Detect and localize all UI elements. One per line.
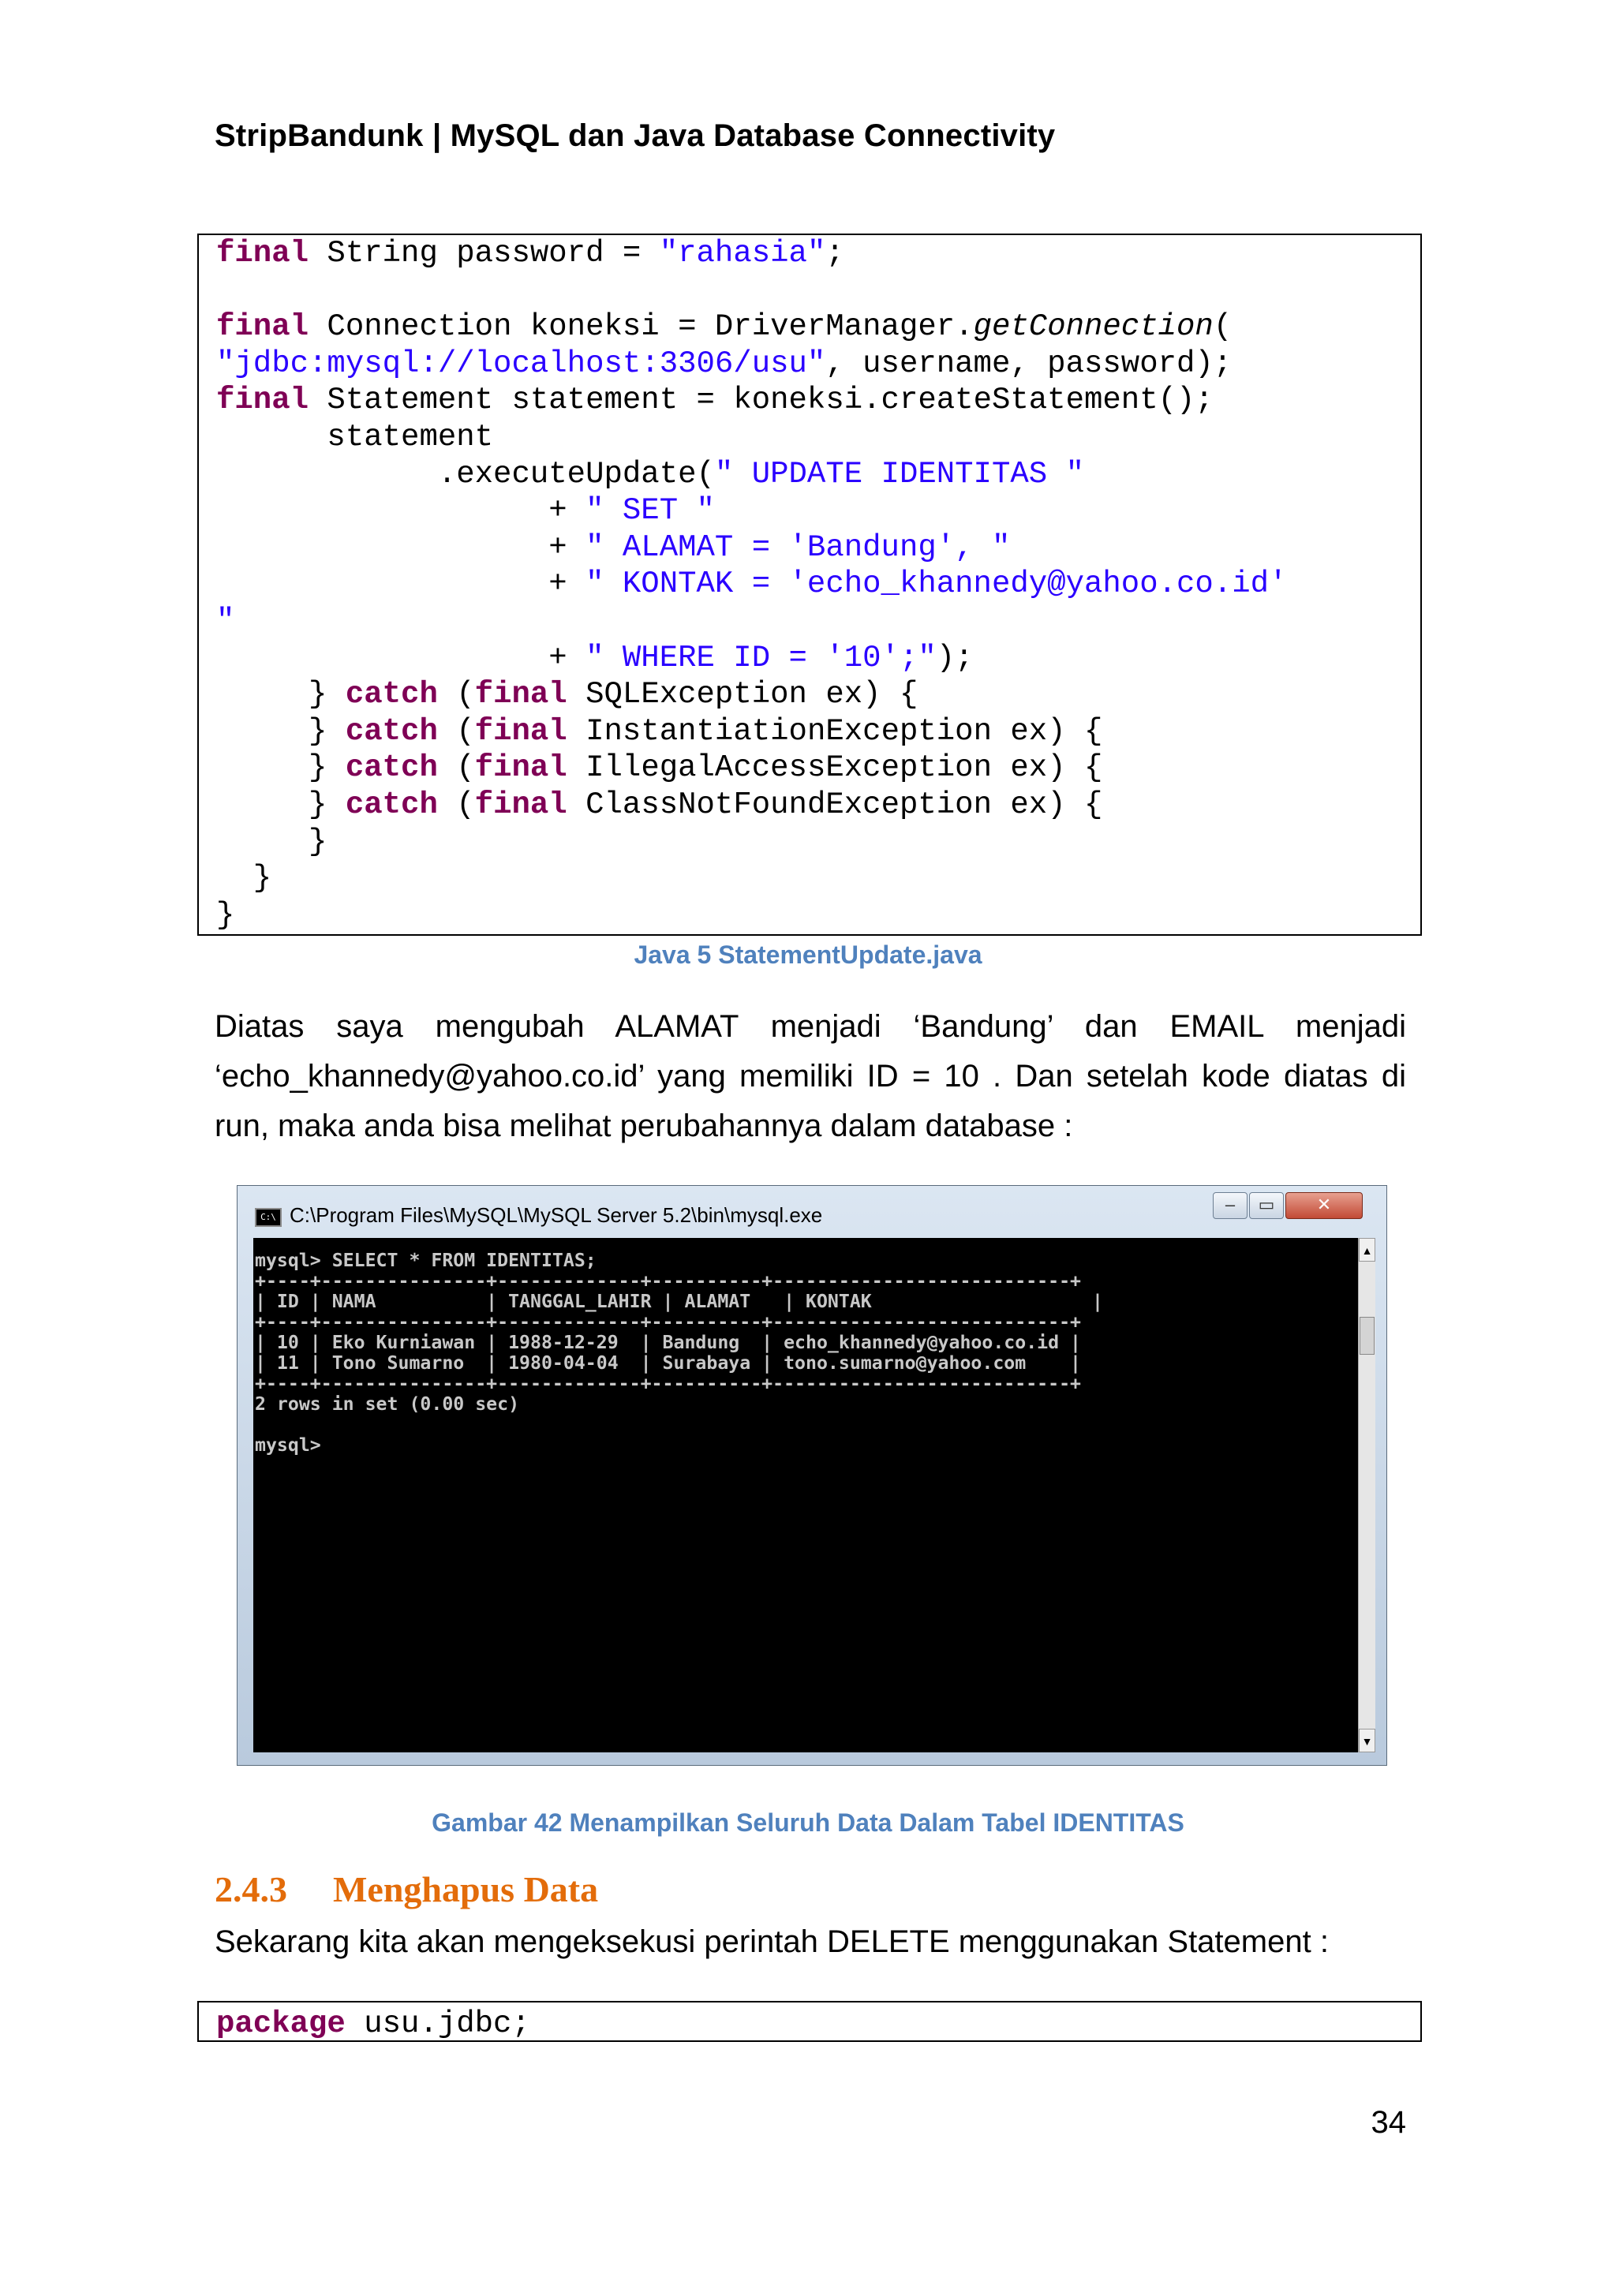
console-window (237, 1185, 1387, 1766)
code-caption: Java 5 StatementUpdate.java (634, 940, 982, 969)
scroll-down-icon[interactable]: ▼ (1359, 1729, 1375, 1752)
maximize-button[interactable]: ▭ (1249, 1192, 1284, 1219)
figure-caption: Gambar 42 Menampilkan Seluruh Data Dalam Tabel IDENTITAS (432, 1808, 1184, 1837)
scroll-up-icon[interactable]: ▲ (1359, 1238, 1375, 1262)
code-listing-package (197, 2001, 1422, 2042)
running-header: StripBandunk | MySQL dan Java Database Connectivity (215, 118, 1056, 153)
scrollbar-thumb[interactable] (1360, 1317, 1375, 1355)
section-heading (215, 1868, 598, 1910)
code-listing-statement-update (197, 234, 1422, 936)
close-button[interactable]: ✕ (1285, 1192, 1363, 1219)
body-paragraph: Diatas saya mengubah ALAMAT menjadi ‘Bandung’ dan EMAIL menjadi ‘echo_khannedy@yahoo.co.id’ yang memiliki ID = 10 . Dan setelah kode diatas di run, maka anda bisa melihat perubahannya dalam database : (215, 1009, 1406, 1143)
code-text: final String password = "rahasia"; final Connection koneksi = DriverManager.getConnection( "jdbc:mysql://localhost:3306/usu", username, password); final Statement statement = koneksi.createStatement(); statement .executeUpdate(" UPDATE IDENTITAS " + " SET " + " ALAMAT = 'Bandung', " + " KONTAK = 'echo_khannedy@yahoo.co.id' " + " WHERE ID = '10';"); } catch (final SQLException ex) { } catch (final InstantiationException ex) { } catch (final IllegalAccessException ex) { } catch (final ClassNotFoundException ex) { } } } (216, 236, 1288, 933)
console-output-text: mysql> SELECT * FROM IDENTITAS; +----+---------------+-------------+----------+---------------------------+ | ID | NAMA | TANGGAL_LAHIR | ALAMAT | KONTAK | +----+---------------+-------------+----------+---------------------------+ | 10 | Eko Kurniawan | 1988-12-29 | Bandung | echo_khannedy@yahoo.co.id | | 11 | Tono Sumarno | 1980-04-04 | Surabaya | tono.sumarno@yahoo.com | +----+---------------+-------------+----------+---------------------------+ 2 rows in set (0.00 sec) mysql> (255, 1250, 1103, 1456)
console-titlebar[interactable] (238, 1186, 1386, 1236)
section-title: Menghapus Data (333, 1869, 599, 1909)
section-number: 2.4.3 (215, 1869, 287, 1909)
console-window-title: C:\Program Files\MySQL\MySQL Server 5.2\bin\mysql.exe (290, 1203, 823, 1227)
minimize-button[interactable]: – (1213, 1192, 1248, 1219)
code-text-2: package usu.jdbc; (216, 2006, 530, 2041)
console-output-area[interactable] (253, 1238, 1358, 1752)
body-paragraph-2: Sekarang kita akan mengeksekusi perintah DELETE menggunakan Statement : (215, 1924, 1329, 1959)
console-app-icon: C:\ (255, 1208, 282, 1227)
console-scrollbar[interactable] (1358, 1238, 1375, 1752)
page-number: 34 (1371, 2105, 1406, 2140)
